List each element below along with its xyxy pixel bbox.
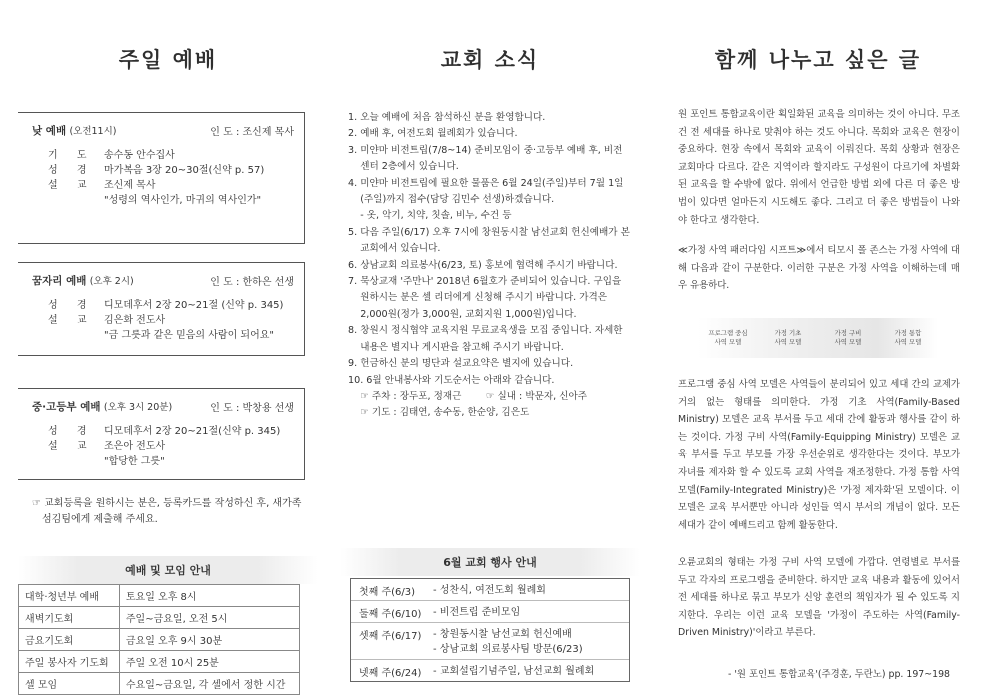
table-row bbox=[351, 623, 629, 660]
events-table bbox=[350, 578, 630, 682]
table-row bbox=[351, 601, 629, 623]
service-row bbox=[18, 439, 304, 454]
service-box-children bbox=[18, 262, 305, 356]
table-row bbox=[19, 673, 300, 695]
event-item: - 교회설립기념주일, 남선교회 월례회 bbox=[433, 666, 595, 677]
service-name: 꿈자리 예배 bbox=[32, 275, 87, 287]
table-row bbox=[351, 579, 629, 601]
diagram-box: 가정 기초 사역 모델 bbox=[758, 318, 818, 358]
service-time: (오후 3시 20분) bbox=[103, 402, 173, 413]
event-item: - 상남교회 의료봉사팀 방문(6/23) bbox=[433, 644, 583, 655]
meeting-time: 주일~금요일, 오전 5시 bbox=[119, 607, 299, 629]
diagram-box: 가정 구비 사역 모델 bbox=[818, 318, 878, 358]
meeting-name: 대학·청년부 예배 bbox=[19, 585, 120, 607]
service-row bbox=[18, 148, 304, 163]
table-row bbox=[351, 660, 629, 681]
service-box-day bbox=[18, 112, 305, 244]
row-key: 성 경 bbox=[48, 426, 95, 437]
service-box-youth bbox=[18, 388, 305, 480]
meeting-name: 주일 봉사자 기도회 bbox=[19, 651, 120, 673]
service-name: 중·고등부 예배 bbox=[32, 401, 101, 413]
meeting-time: 수요일~금요일, 각 셀에서 정한 시간 bbox=[119, 673, 299, 695]
service-row bbox=[18, 298, 304, 313]
event-item: - 성찬식, 여전도회 월례회 bbox=[433, 585, 546, 596]
meeting-name: 새벽기도회 bbox=[19, 607, 120, 629]
row-value: 송수동 안수집사 bbox=[104, 150, 175, 161]
news-item: 5. 다음 주일(6/17) 오후 7시에 창원동시찰 남선교회 헌신예배가 본 bbox=[348, 226, 630, 238]
meetings-table bbox=[18, 584, 300, 695]
news-item: (주일)까지 접수(담당 김민수 선생)하겠습니다. bbox=[348, 194, 555, 206]
meeting-time: 금요일 오후 9시 30분 bbox=[119, 629, 299, 651]
row-key: 성 경 bbox=[48, 300, 95, 311]
service-leader: 인 도 : 박창용 선생 bbox=[210, 403, 294, 414]
news-item: 8. 창원시 정식협약 교육지원 무료교육생을 모집 중입니다. 자세한 bbox=[348, 325, 623, 337]
sharing-column bbox=[672, 0, 964, 697]
service-leader: 인 도 : 한하은 선생 bbox=[210, 277, 294, 288]
essay-paragraph-1: 원 포인트 통합교육이란 획일화된 교육을 의미하는 것이 아니다. 무조건 전 세대를 하나로 맞춰야 하는 것도 아니다. 목회와 교육은 현장이 중요하다. 현장 속에서 목회와 교육이 이뤄진다. 목회 상황과 현장은 교회마다 다르다. 같은 지역이라 할지라도 구성원이 다르기에 차별화된 교육을 할 수밖에 없다. 위에서 언급한 방법 외에 다른 더 좋은 방법이 있다면 얼마든지 시도해도 좋다. 그리고 더 좋은 방법들이 나와야 한다고 생각한다. bbox=[678, 109, 960, 226]
news-item: 10. 6월 안내봉사와 기도순서는 아래와 같습니다. bbox=[348, 374, 555, 386]
sermon-title: "성령의 역사인가, 마귀의 역사인가" bbox=[104, 195, 262, 206]
event-item: - 창원동시찰 남선교회 헌신예배 bbox=[433, 629, 572, 640]
news-item: 내용은 별지나 게시판을 참고해 주시기 바랍니다. bbox=[348, 341, 564, 353]
events-title: 6월 교회 행사 안내 bbox=[340, 548, 640, 576]
diagram-box: 프로그램 중심 사역 모델 bbox=[698, 318, 758, 358]
news-item: 센터 2층에서 있습니다. bbox=[348, 161, 459, 173]
meeting-time: 주일 오전 10시 25분 bbox=[119, 651, 299, 673]
row-key: 설 교 bbox=[48, 441, 95, 452]
row-key: 설 교 bbox=[48, 315, 95, 326]
service-time: (오전11시) bbox=[69, 126, 117, 137]
table-row bbox=[19, 585, 300, 607]
row-key: 설 교 bbox=[48, 180, 95, 191]
service-name: 낮 예배 bbox=[32, 125, 67, 137]
row-value: 디모데후서 2장 20~21절(신약 p. 345) bbox=[104, 426, 281, 437]
news-item: 1. 오늘 예배에 처음 참석하신 분을 환영합니다. bbox=[348, 112, 546, 123]
service-header bbox=[18, 389, 304, 414]
essay-paragraph-2: ≪가정 사역 패러다임 시프트≫에서 티모시 폴 존스는 가정 사역에 대해 다음과 같이 구분한다. 이러한 구분은 가정 사역을 이해하는데 매우 유용하다. bbox=[678, 245, 960, 292]
news-item: 9. 헌금하신 분의 명단과 설교요약은 별지에 있습니다. bbox=[348, 358, 574, 370]
row-key: 성 경 bbox=[48, 165, 95, 176]
news-item: 3. 미얀마 비전트립(7/8~14) 준비모임이 중·고등부 예배 후, 비전 bbox=[348, 144, 623, 156]
table-row bbox=[19, 629, 300, 651]
essay-paragraph-4: 오륜교회의 형태는 가정 구비 사역 모델에 가깝다. 연령별로 부서를 두고 각자의 프로그램을 준비한다. 하지만 교육 내용과 활동에 있어서 전 세대를 하나로 묶고 부모가 신앙 훈련의 책임자가 될 수 있도록 지지한다. 우리는 이런 교육 모델을 '가정이 주도하는 사역(Family-Driven Ministry)'이라고 부른다. bbox=[678, 557, 960, 639]
row-value: 디모데후서 2장 20~21절 (신약 p. 345) bbox=[104, 300, 284, 311]
event-week: 셋째 주(6/17) bbox=[359, 631, 422, 642]
news-item: 7. 묵상교재 '주만나' 2018년 6월호가 준비되어 있습니다. 구입을 bbox=[348, 276, 622, 288]
ministry-model-diagram bbox=[698, 318, 938, 358]
row-value: 조은아 전도사 bbox=[104, 441, 166, 452]
event-week: 첫째 주(6/3) bbox=[359, 587, 416, 598]
news-item: 4. 미얀마 비전트립에 필요한 물품은 6월 24일(주일)부터 7월 1일 bbox=[348, 177, 624, 189]
sharing-title: 함께 나누고 싶은 글 bbox=[714, 48, 922, 72]
row-value: 마가복음 3장 20~30절(신약 p. 57) bbox=[104, 165, 265, 176]
citation: - '원 포인트 통합교육'(주경훈, 두란노) pp. 197~198 bbox=[727, 669, 950, 680]
service-header bbox=[18, 263, 304, 288]
diagram-box: 가정 통합 사역 모델 bbox=[878, 318, 938, 358]
row-value: 조신제 목사 bbox=[104, 180, 156, 191]
news-item: ☞ 기도 : 김태연, 송수동, 한순양, 김은도 bbox=[348, 407, 530, 419]
news-column bbox=[340, 0, 640, 697]
worship-column bbox=[18, 0, 318, 697]
service-leader: 인 도 : 조신제 목사 bbox=[210, 127, 294, 138]
service-time: (오후 2시) bbox=[89, 276, 134, 287]
meeting-time: 토요일 오후 8시 bbox=[119, 585, 299, 607]
essay-paragraph-3: 프로그램 중심 사역 모델은 사역들이 분리되어 있고 세대 간의 교제가 거의 없는 형태를 의미한다. 가정 기초 사역(Family-Based Ministry) 모델은 교육 부서를 두고 세대 간에 활동과 행사를 같이 하는 것이다. 가정 구비 사역(Family-Equipping Ministry) 모델은 교육 부서를 두고 부모를 가장 우선순위로 생각한다는 것이다. 부모가 자녀를 제자화 할 수 있도록 교회 사역을 재조정한다. 가정 통합 사역 모델(Family-Integrated Ministry)은 '가정 제자화'된 모델이다. 이 모델은 교육 부서뿐만 아니라 성인들 역시 부서의 개념이 없다. 모든 세대가 같이 예배드리고 함께 활동한다. bbox=[678, 379, 960, 531]
news-title: 교회 소식 bbox=[440, 48, 540, 72]
event-week: 둘째 주(6/10) bbox=[359, 609, 422, 620]
table-row bbox=[19, 651, 300, 673]
table-row bbox=[19, 607, 300, 629]
event-item: - 비전트립 준비모임 bbox=[433, 607, 521, 618]
meeting-name: 셀 모임 bbox=[19, 673, 120, 695]
news-item: 원하시는 분은 셀 리더에게 신청해 주시기 바랍니다. 가격은 bbox=[348, 292, 608, 304]
service-row bbox=[18, 178, 304, 193]
sermon-title: "금 그릇과 같은 믿음의 사람이 되어요" bbox=[104, 330, 274, 341]
row-key: 기 도 bbox=[48, 150, 95, 161]
service-row bbox=[18, 313, 304, 328]
row-value: 김은화 전도사 bbox=[104, 315, 166, 326]
event-week: 넷째 주(6/24) bbox=[359, 668, 422, 679]
news-item: 2,000원(정가 3,000원, 교회지원 1,000원)입니다. bbox=[348, 308, 577, 320]
meetings-title: 예배 및 모임 안내 bbox=[18, 556, 318, 584]
service-header bbox=[18, 113, 304, 138]
note-line: 섬김팀에게 제출해 주세요. bbox=[42, 514, 158, 525]
meeting-name: 금요기도회 bbox=[19, 629, 120, 651]
news-item: ☞ 주차 : 장두포, 정재근 ☞ 실내 : 박문자, 신아주 bbox=[348, 390, 588, 402]
news-list bbox=[348, 110, 640, 422]
service-row bbox=[18, 163, 304, 178]
registration-note bbox=[32, 496, 301, 528]
sermon-title: "합당한 그릇" bbox=[104, 456, 165, 467]
service-row bbox=[18, 424, 304, 439]
worship-title: 주일 예배 bbox=[118, 48, 218, 72]
note-line: ☞ 교회등록을 원하시는 분은, 등록카드를 작성하신 후, 새가족 bbox=[32, 498, 302, 509]
news-item: 2. 예배 후, 여전도회 월례회가 있습니다. bbox=[348, 128, 518, 140]
news-item: 6. 상남교회 의료봉사(6/23, 토) 홍보에 협력해 주시기 바랍니다. bbox=[348, 259, 618, 271]
news-item: - 옷, 악기, 치약, 칫솔, 비누, 수건 등 bbox=[348, 210, 512, 222]
news-item: 교회에서 있습니다. bbox=[348, 243, 441, 255]
